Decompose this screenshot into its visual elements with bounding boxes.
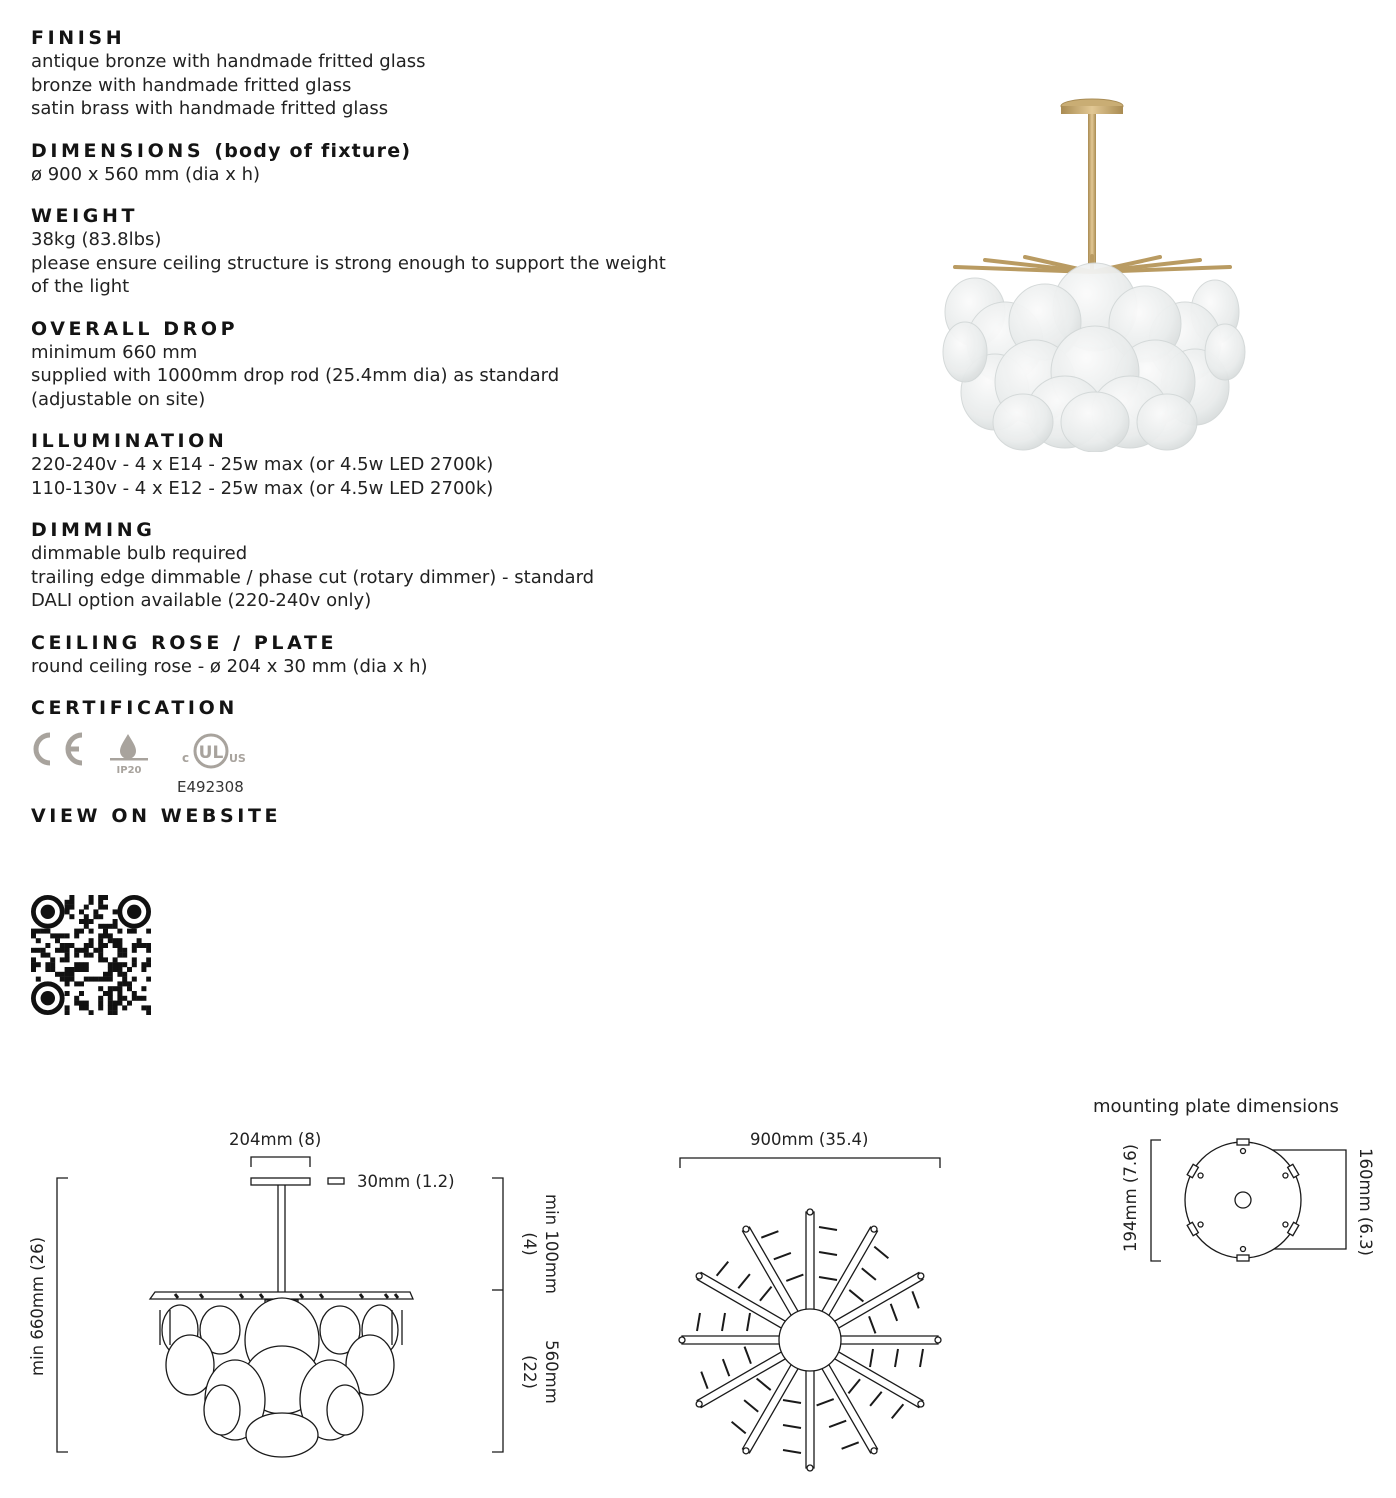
weight-value: 38kg (83.8lbs) [31, 229, 162, 250]
body-height-label-line2: (22) [520, 1355, 539, 1389]
plate-inner-label: 160mm (6.3) [1356, 1148, 1375, 1256]
dimensions-value: ø 900 x 560 mm (dia x h) [31, 163, 261, 185]
dimensions-title: DIMENSIONS [31, 139, 205, 162]
finish-option: bronze with handmade fritted glass [31, 74, 352, 96]
section-title-dimming: DIMMING [31, 519, 156, 541]
section-title-ceiling-rose: CEILING ROSE / PLATE [31, 631, 338, 654]
rose-height-label: 30mm (1.2) [357, 1172, 455, 1191]
ceiling-rose-line: round ceiling rose - ø 204 x 30 mm (dia x h) [31, 655, 428, 677]
section-title-website: VIEW ON WEBSITE [31, 805, 282, 827]
min-overall-drop-label: min 660mm (26) [28, 1236, 47, 1376]
section-title-finish: FINISH [31, 27, 126, 49]
drop-line: (adjustable on site) [31, 388, 206, 410]
plan-view-drawing [679, 1158, 941, 1471]
dimming-line: trailing edge dimmable / phase cut (rotary dimmer) - standard [31, 566, 595, 588]
finish-option: satin brass with handmade fritted glass [31, 98, 389, 119]
min-rod-label-line1: min 100mm [542, 1194, 561, 1294]
min-rod-label [518, 1194, 562, 1294]
finish-option: antique bronze with handmade fritted glass [31, 51, 426, 72]
section-title-weight: WEIGHT [31, 205, 139, 227]
body-height-label [518, 1322, 562, 1422]
ul-text: UL [198, 743, 224, 763]
ul-certificate-number: E492308 [177, 778, 244, 796]
drop-line: minimum 660 mm [31, 341, 198, 363]
body-height-label-line1: 560mm [542, 1340, 561, 1404]
dimming-line: DALI option available (220-240v only) [31, 590, 372, 611]
drop-line: supplied with 1000mm drop rod (25.4mm dia) as standard [31, 365, 560, 386]
mounting-plate-title: mounting plate dimensions [1093, 1096, 1339, 1117]
ul-c-text: c [182, 751, 190, 765]
dimming-line: dimmable bulb required [31, 543, 248, 564]
section-title-certification: CERTIFICATION [31, 697, 238, 719]
side-elevation-drawing [57, 1157, 503, 1457]
dimensions-subtitle: (body of fixture) [214, 139, 412, 162]
rose-width-label: 204mm (8) [229, 1130, 322, 1149]
mounting-plate-drawing [1151, 1139, 1346, 1261]
ul-us-text: US [229, 752, 246, 765]
illumination-line: 220-240v - 4 x E14 - 25w max (or 4.5w LED 2700k) [31, 454, 494, 475]
diameter-label: 900mm (35.4) [750, 1130, 869, 1149]
section-title-overall-drop: OVERALL DROP [31, 317, 239, 340]
min-rod-label-line2: (4) [520, 1232, 539, 1256]
ip-rating-text: IP20 [116, 765, 142, 776]
section-title-illumination: ILLUMINATION [31, 430, 228, 452]
illumination-line: 110-130v - 4 x E12 - 25w max (or 4.5w LED 2700k) [31, 477, 494, 499]
weight-note: please ensure ceiling structure is strong enough to support the weight of the light [31, 252, 666, 297]
plate-outer-label: 194mm (7.6) [1121, 1144, 1140, 1252]
